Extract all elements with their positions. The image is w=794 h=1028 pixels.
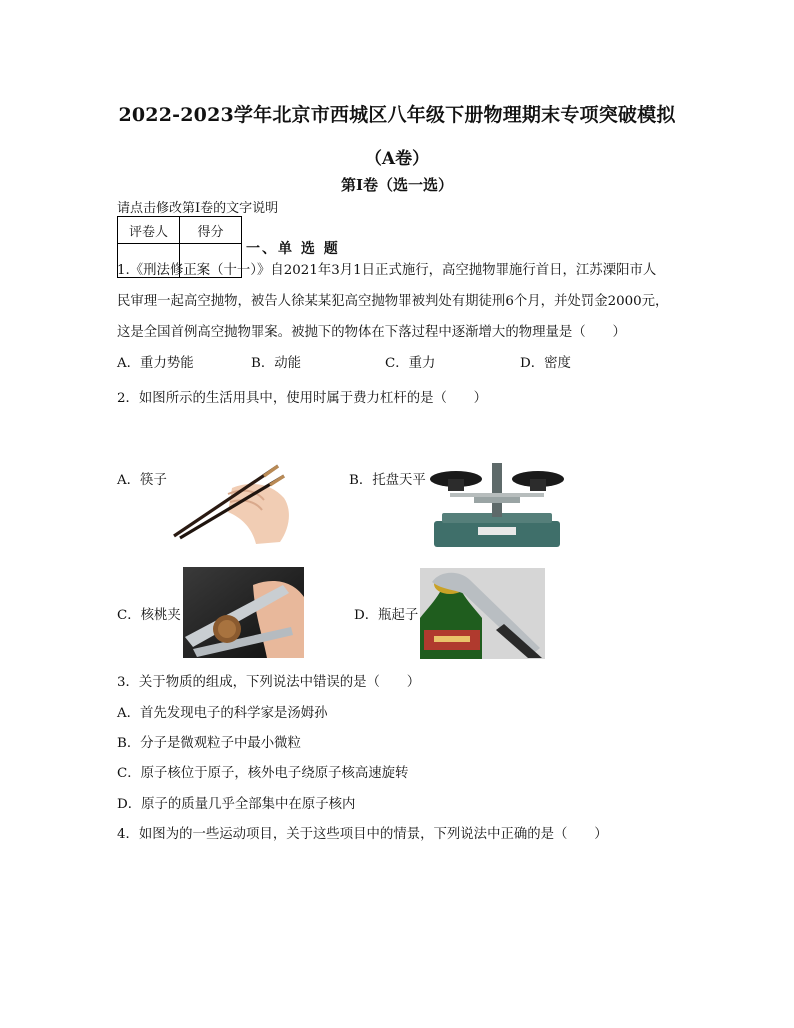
q3-option-b: B．分子是微观粒子中最小微粒 <box>117 736 301 751</box>
score-table-grader-header: 评卷人 <box>118 217 180 244</box>
bottle-opener-image <box>420 568 545 659</box>
q1-stem-line3: 这是全国首例高空抛物罪案。被抛下的物体在下落过程中逐渐增大的物理量是（ ） <box>117 325 626 340</box>
q3-option-a: A．首先发现电子的科学家是汤姆孙 <box>117 706 328 721</box>
chopsticks-image <box>172 458 292 544</box>
document-title: 2022-2023学年北京市西城区八年级下册物理期末专项突破模拟 <box>118 104 676 126</box>
q1-option-c: C．重力 <box>385 356 436 371</box>
q2-option-b: B．托盘天平 <box>349 473 426 488</box>
q2-stem: 2．如图所示的生活用具中，使用时属于费力杠杆的是（ ） <box>117 391 488 406</box>
nutcracker-image <box>183 567 304 658</box>
q2-option-a: A．筷子 <box>117 473 167 488</box>
part-heading: 第I卷（选一选） <box>340 176 454 194</box>
q1-stem-line2: 民审理一起高空抛物，被告人徐某某犯高空抛物罪被判处有期徒刑6个月，并处罚金2000元， <box>117 294 669 309</box>
section-heading: 一、单 选 题 <box>246 241 340 257</box>
document-subtitle: （A卷） <box>364 149 430 169</box>
q3-stem: 3．关于物质的组成，下列说法中错误的是（ ） <box>117 675 421 690</box>
instruction-note: 请点击修改第I卷的文字说明 <box>117 201 279 216</box>
q1-option-d: D．密度 <box>520 356 571 371</box>
q1-option-a: A．重力势能 <box>117 356 194 371</box>
tray-balance-image <box>428 457 566 549</box>
score-table-score-header: 得分 <box>180 217 242 244</box>
q2-option-c: C．核桃夹 <box>117 608 181 623</box>
q1-option-b: B．动能 <box>251 356 302 371</box>
q3-option-d: D．原子的质量几乎全部集中在原子核内 <box>117 797 356 812</box>
q4-stem: 4．如图为的一些运动项目，关于这些项目中的情景，下列说法中正确的是（ ） <box>117 827 608 842</box>
q2-option-d: D．瓶起子 <box>354 608 419 623</box>
q3-option-c: C．原子核位于原子，核外电子绕原子核高速旋转 <box>117 766 409 781</box>
q1-stem-line1: 1.《刑法修正案（十一）》自2021年3月1日正式施行，高空抛物罪施行首日，江苏溧阳市人 <box>117 263 657 278</box>
